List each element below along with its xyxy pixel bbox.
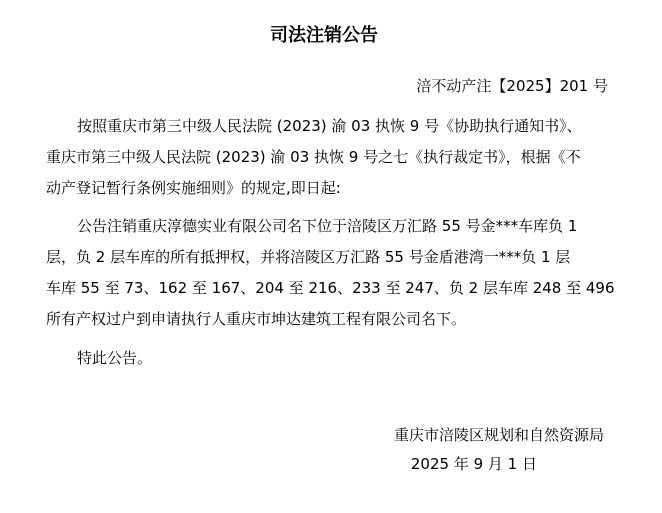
paragraph-line: 层，负 2 层车库的所有抵押权，并将涪陵区万汇路 55 号金盾港湾一***负 1 层 (46, 248, 571, 266)
paragraph-line: 车库 55 至 73、162 至 167、204 至 216、233 至 247、负 2 层车库 248 至 496 (46, 279, 615, 297)
signature-date: 2025 年 9 月 1 日 (410, 455, 537, 473)
paragraph-line: 按照重庆市第三中级人民法院 (2023) 渝 03 执恢 9 号《协助执行通知书》、 (77, 117, 582, 135)
paragraph-line: 动产登记暂行条例实施细则》的规定,即日起: (46, 179, 341, 197)
paragraph-line: 所有产权过户到申请执行人重庆市坤达建筑工程有限公司名下。 (46, 310, 467, 328)
signature-organization: 重庆市涪陵区规划和自然资源局 (393, 426, 604, 444)
notice-title: 司法注销公告 (270, 25, 378, 46)
paragraph-cancellation (46, 211, 616, 335)
paragraph-line: 公告注销重庆淳德实业有限公司名下位于涪陵区万汇路 55 号金***车库负 1 (77, 217, 578, 235)
paragraph-line: 特此公告。 (77, 349, 153, 367)
paragraph-legal-basis (46, 111, 616, 204)
paragraph-closing (46, 343, 616, 374)
paragraph-line: 重庆市第三中级人民法院 (2023) 渝 03 执恢 9 号之七《执行裁定书》，根据《不 (46, 148, 581, 166)
document-number: 涪不动产注【2025】201 号 (416, 77, 608, 95)
